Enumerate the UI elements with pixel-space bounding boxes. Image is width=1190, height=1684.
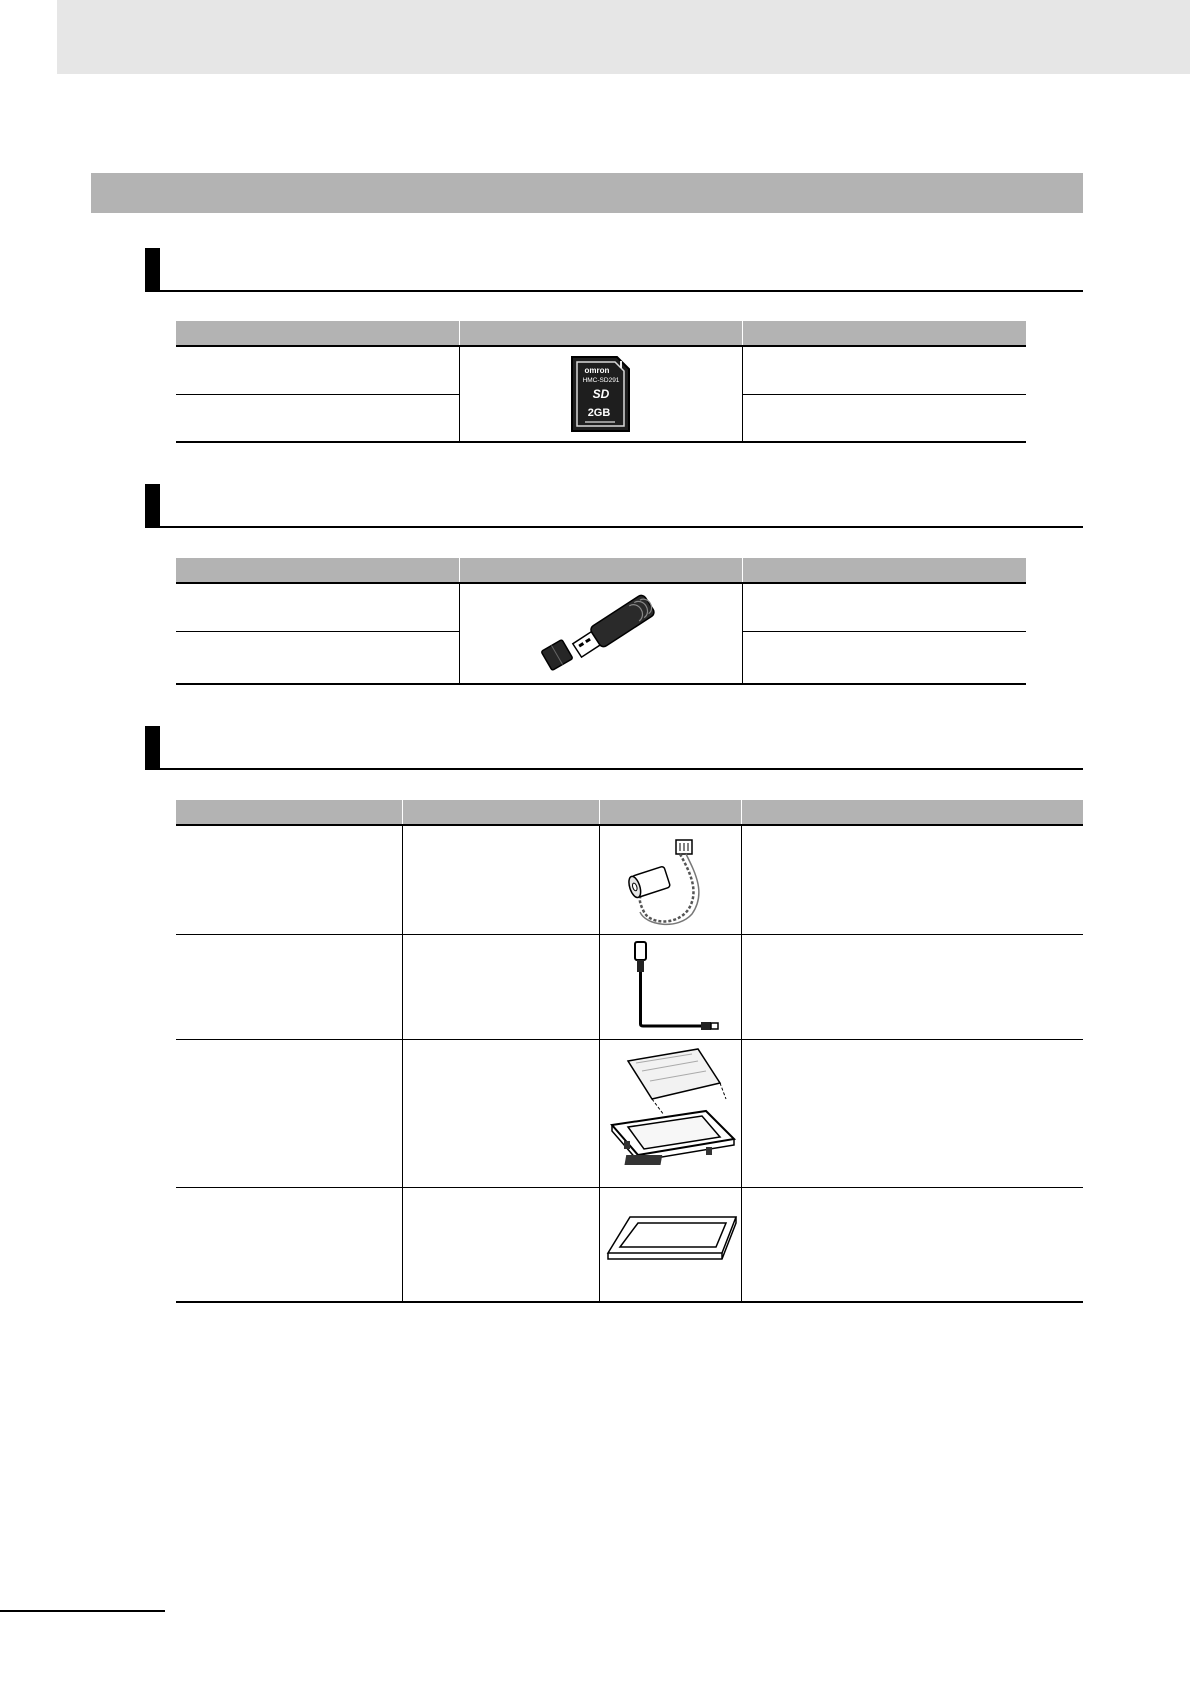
subsection-heading-usb-memory bbox=[145, 484, 1083, 528]
frame-icon bbox=[602, 1209, 738, 1279]
table-cell bbox=[176, 1187, 402, 1302]
sd-card-image-cell bbox=[459, 346, 742, 442]
sd-card-icon bbox=[569, 353, 633, 435]
column-header bbox=[742, 558, 1026, 583]
subsection-heading-sd-card bbox=[145, 248, 1083, 292]
table-cell bbox=[402, 1039, 599, 1187]
table-row bbox=[176, 346, 1026, 394]
options-table bbox=[176, 800, 1083, 1303]
table-cell bbox=[742, 394, 1026, 442]
usb-memory-table bbox=[176, 558, 1026, 685]
table-row bbox=[176, 1187, 1083, 1302]
heading-rule bbox=[145, 768, 1083, 770]
table-header-row bbox=[176, 321, 1026, 346]
table-cell bbox=[402, 934, 599, 1039]
table-row bbox=[176, 1039, 1083, 1187]
heading-marker bbox=[145, 484, 160, 528]
table-row bbox=[176, 825, 1083, 934]
table-cell bbox=[741, 1187, 1083, 1302]
battery-icon bbox=[620, 832, 720, 928]
sd-brand-text: omron bbox=[584, 366, 609, 375]
table-cell bbox=[742, 346, 1026, 394]
cable-icon bbox=[615, 938, 725, 1036]
table-row bbox=[176, 934, 1083, 1039]
footer-rule bbox=[0, 1610, 165, 1612]
column-header bbox=[459, 558, 742, 583]
battery-image-cell bbox=[599, 825, 741, 934]
heading-marker bbox=[145, 248, 160, 292]
subsection-heading-options bbox=[145, 726, 1083, 770]
table-cell bbox=[176, 631, 459, 684]
table-cell bbox=[741, 825, 1083, 934]
table-cell bbox=[742, 631, 1026, 684]
table-cell bbox=[402, 825, 599, 934]
column-header bbox=[176, 321, 459, 346]
table-cell bbox=[741, 934, 1083, 1039]
frame-image-cell bbox=[599, 1187, 741, 1302]
cable-image-cell bbox=[599, 934, 741, 1039]
heading-rule bbox=[145, 290, 1083, 292]
protective-sheet-image-cell bbox=[599, 1039, 741, 1187]
table-cell bbox=[176, 1039, 402, 1187]
table-cell bbox=[741, 1039, 1083, 1187]
table-header-row bbox=[176, 558, 1026, 583]
table-cell bbox=[176, 934, 402, 1039]
table-row bbox=[176, 583, 1026, 631]
table-cell bbox=[176, 394, 459, 442]
column-header bbox=[741, 800, 1083, 825]
protective-sheet-icon bbox=[602, 1043, 738, 1183]
sd-logo-text: SD bbox=[592, 387, 609, 401]
table-cell bbox=[176, 825, 402, 934]
table-cell bbox=[742, 583, 1026, 631]
column-header bbox=[459, 321, 742, 346]
column-header bbox=[176, 800, 402, 825]
column-header bbox=[599, 800, 741, 825]
table-cell bbox=[176, 583, 459, 631]
heading-rule bbox=[145, 526, 1083, 528]
usb-flash-drive-icon bbox=[536, 588, 666, 680]
table-cell bbox=[402, 1187, 599, 1302]
sd-model-text: HMC-SD291 bbox=[582, 377, 619, 384]
table-header-row bbox=[176, 800, 1083, 825]
column-header bbox=[176, 558, 459, 583]
table-cell bbox=[176, 346, 459, 394]
sd-capacity-text: 2GB bbox=[587, 407, 610, 419]
section-title-bar bbox=[91, 173, 1083, 213]
page-header-band bbox=[57, 0, 1190, 74]
sd-card-table bbox=[176, 321, 1026, 443]
column-header bbox=[742, 321, 1026, 346]
heading-marker bbox=[145, 726, 160, 770]
column-header bbox=[402, 800, 599, 825]
usb-image-cell bbox=[459, 583, 742, 684]
